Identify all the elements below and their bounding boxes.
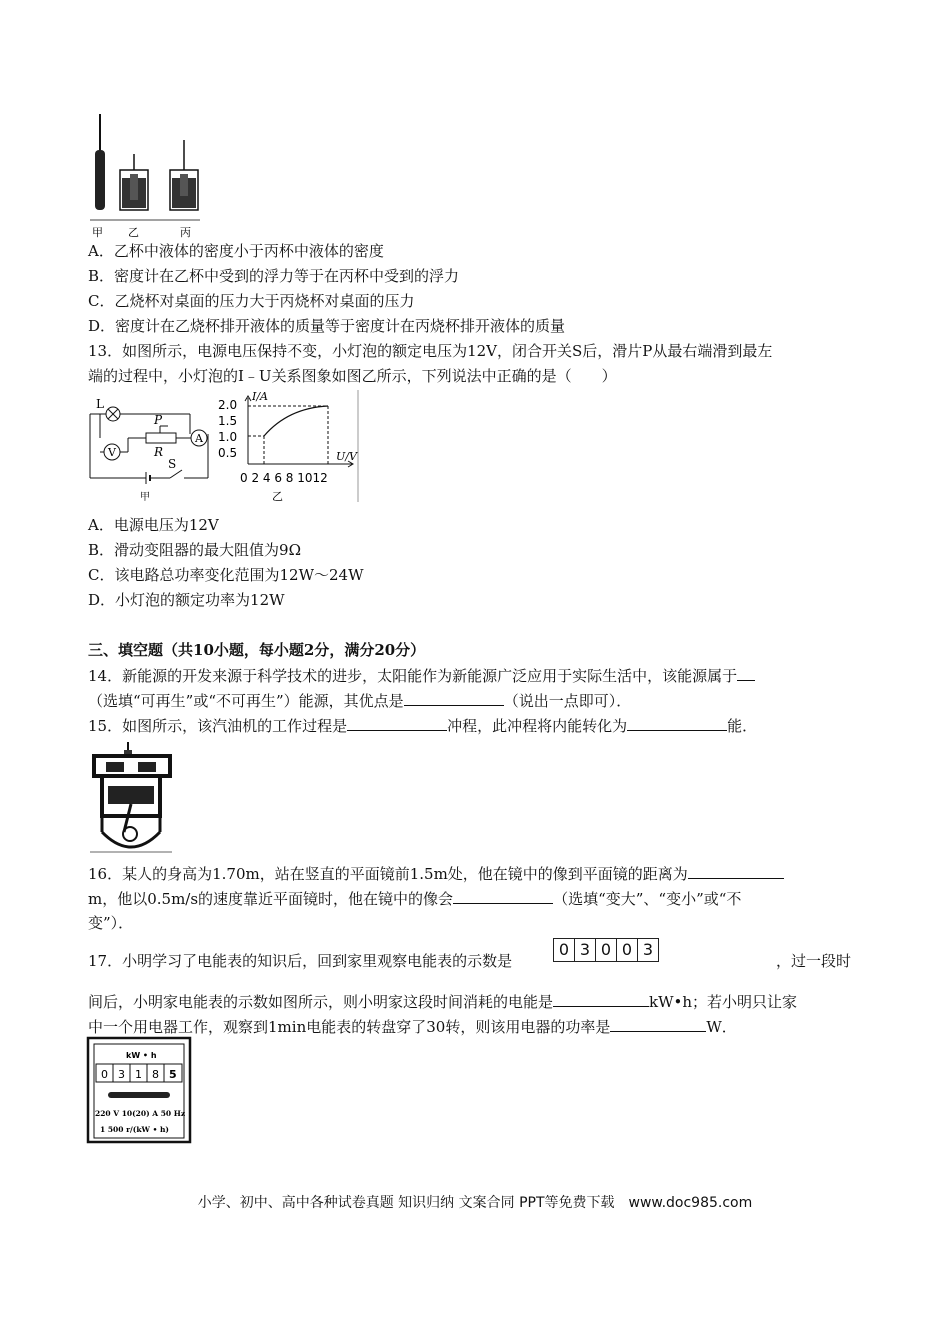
switch-label-s: S <box>168 457 177 471</box>
graph-xticks: 0 2 4 6 8 1012 <box>240 471 328 485</box>
q15-text-c: 能． <box>727 717 758 735</box>
q17-text-c: 中一个用电器工作，观察到1min电能表的转盘穿了30转，则该用电器的功率是 <box>88 1018 611 1036</box>
q14-line2 <box>88 690 631 711</box>
q13-stem-line2: 端的过程中，小灯泡的I﹣U关系图象如图乙所示，下列说法中正确的是（ ） <box>88 367 617 385</box>
graph-ytick-1-0: 1.0 <box>218 430 238 444</box>
q16-blank-2[interactable] <box>453 888 553 904</box>
q14-text-a: 14．新能源的开发来源于科学技术的进步，太阳能作为新能源广泛应用于实际生活中，该能源属于 <box>88 667 738 685</box>
graph-ytick-1-5: 1.5 <box>218 414 238 428</box>
q14-blank-1[interactable] <box>737 665 755 681</box>
graph-xlabel: U/V <box>336 450 357 463</box>
q17-blank-2[interactable] <box>610 1016 706 1032</box>
q12-option-d: D．密度计在乙烧杯排开液体的质量等于密度计在丙烧杯排开液体的质量 <box>88 317 566 335</box>
meter-reading-initial <box>553 938 659 962</box>
q15-blank-2[interactable] <box>627 715 727 731</box>
q12-option-a: A．乙杯中液体的密度小于丙杯中液体的密度 <box>88 242 384 260</box>
q16-text-b: m，他以0.5m/s的速度靠近平面镜时，他在镜中的像会 <box>88 890 454 908</box>
initial-digit: 0 <box>596 939 617 961</box>
rheostat-label-r: R <box>154 445 164 459</box>
q14-text-c: （说出一点即可）． <box>503 692 632 710</box>
q13-option-a: A．电源电压为12V <box>88 516 219 534</box>
meter-digit: 3 <box>118 1068 125 1081</box>
initial-digit: 0 <box>554 939 575 961</box>
q13-option-c: C．该电路总功率变化范围为12W～24W <box>88 566 364 584</box>
q13-option-d: D．小灯泡的额定功率为12W <box>88 591 285 609</box>
slider-label-p: P <box>154 413 163 427</box>
meter-digit: 5 <box>169 1068 177 1081</box>
graph-ytick-0-5: 0.5 <box>218 446 238 460</box>
page-footer: 小学、初中、高中各种试卷真题 知识归纳 文案合同 PPT等免费下载 www.doc985.com <box>197 1195 753 1211</box>
q16-line2 <box>88 888 741 909</box>
circuit-caption: 甲 <box>140 492 150 503</box>
q17-text-c-unit: W． <box>706 1018 737 1036</box>
q16-blank-1[interactable] <box>688 863 784 879</box>
q17-text-b: 间后，小明家电能表的示数如图所示，则小明家这段时间消耗的电能是 <box>88 993 554 1011</box>
meter-digit: 1 <box>135 1068 142 1081</box>
electric-meter-figure <box>86 1036 194 1148</box>
meter-spec-1: 220 V 10(20) A 50 Hz <box>95 1109 186 1118</box>
q17-line2 <box>88 991 797 1012</box>
voltmeter-label-v: V <box>108 446 116 459</box>
q16-text-a: 16．某人的身高为1.70m，站在竖直的平面镜前1.5m处，他在镜中的像到平面镜的距离为 <box>88 865 688 883</box>
circuit-diagram <box>88 396 210 504</box>
graph-caption: 乙 <box>272 490 283 503</box>
initial-digit: 0 <box>617 939 638 961</box>
q17-blank-1[interactable] <box>553 991 649 1007</box>
meter-digit: 0 <box>101 1068 108 1081</box>
fig12-label-jia: 甲 <box>92 226 103 239</box>
graph-ylabel: I/A <box>252 390 268 403</box>
lamp-label-l: L <box>96 397 104 411</box>
graph-ytick-2-0: 2.0 <box>218 398 238 412</box>
meter-digit: 8 <box>152 1068 159 1081</box>
q17-text-b-unit: kW•h；若小明只让家 <box>649 993 798 1011</box>
q15-text-a: 15．如图所示，该汽油机的工作过程是 <box>88 717 348 735</box>
meter-spec-2: 1 500 r/(kW • h) <box>100 1125 169 1134</box>
density-meter-figure <box>88 112 208 240</box>
engine-figure <box>88 740 174 854</box>
q17-line1-text: 17．小明学习了电能表的知识后，回到家里观察电能表的示数是 <box>88 952 513 970</box>
q14-blank-2[interactable] <box>404 690 504 706</box>
q17-line1-end: ，过一段时 <box>776 952 852 970</box>
fig12-label-yi: 乙 <box>128 226 139 239</box>
q12-option-b: B．密度计在乙杯中受到的浮力等于在丙杯中受到的浮力 <box>88 267 460 285</box>
iu-graph <box>214 390 360 504</box>
q13-option-b: B．滑动变阻器的最大阻值为9Ω <box>88 541 302 559</box>
fig12-label-bing: 丙 <box>180 226 191 239</box>
q13-stem-line1: 13．如图所示，电源电压保持不变，小灯泡的额定电压为12V，闭合开关S后，滑片P从最右端滑到最左 <box>88 342 773 360</box>
meter-unit-label: kW • h <box>126 1051 157 1060</box>
initial-digit: 3 <box>575 939 596 961</box>
initial-digit: 3 <box>642 940 654 959</box>
q17-line3 <box>88 1016 737 1037</box>
section-3-heading: 三、填空题（共10小题，每小题2分，满分20分） <box>88 641 426 659</box>
q14-line1 <box>88 665 755 686</box>
q14-text-b: （选填“可再生”或“不可再生”）能源，其优点是 <box>88 692 404 710</box>
q15-blank-1[interactable] <box>347 715 447 731</box>
q12-option-c: C．乙烧杯对桌面的压力大于丙烧杯对桌面的压力 <box>88 292 415 310</box>
ammeter-label-a: A <box>195 432 203 445</box>
q16-text-c: （选填“变大”、“变小”或“不 <box>553 890 742 908</box>
q16-line1 <box>88 863 784 884</box>
q15-line <box>88 715 757 736</box>
q15-text-b: 冲程，此冲程将内能转化为 <box>447 717 628 735</box>
q16-line3: 变”）． <box>88 914 134 932</box>
